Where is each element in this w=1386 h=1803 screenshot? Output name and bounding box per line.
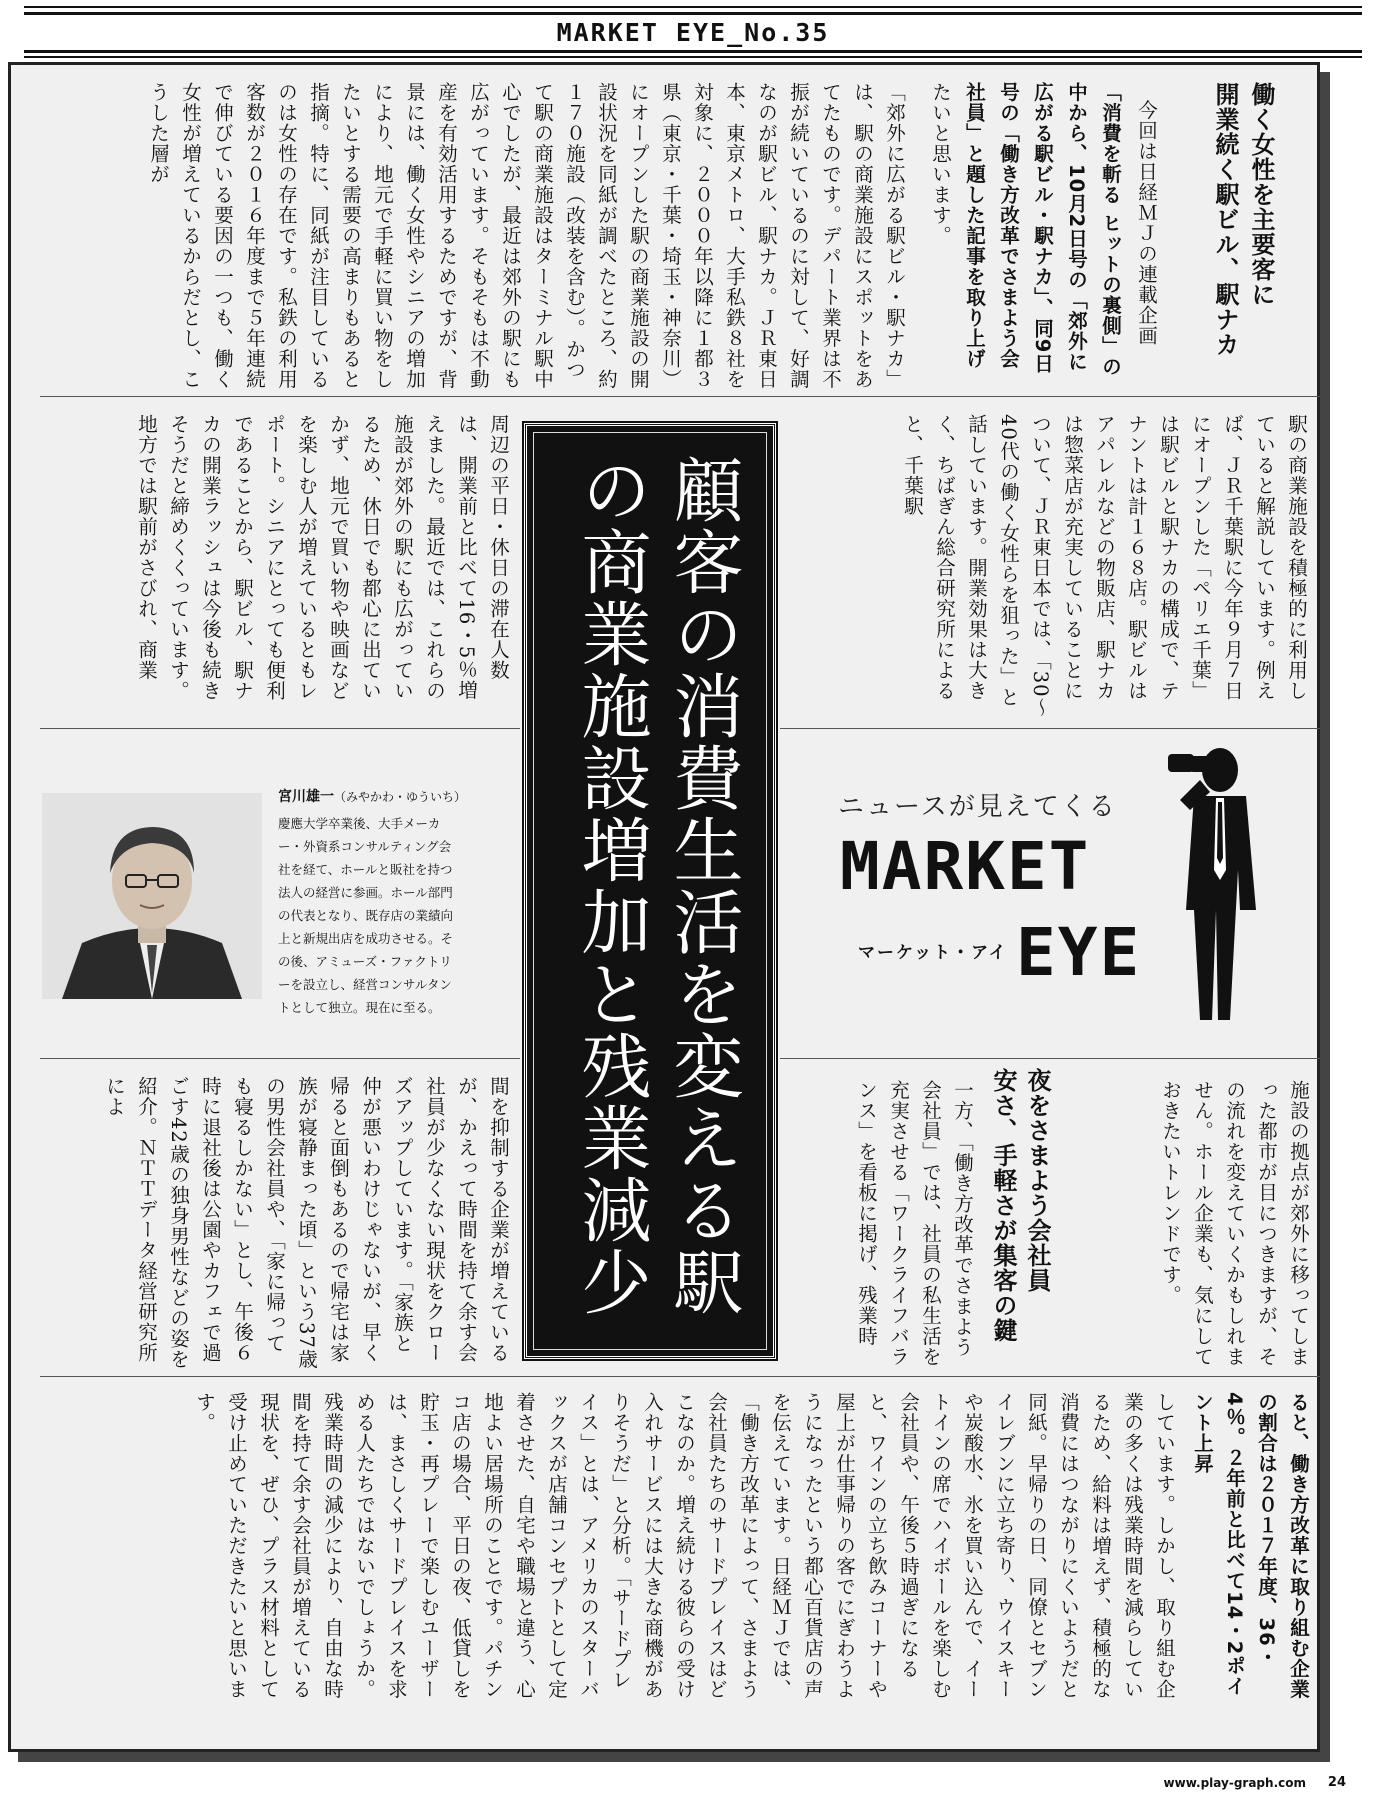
section3-headline-2: 安さ、手軽さが集客の鍵 bbox=[989, 1068, 1017, 1343]
section-divider-1 bbox=[40, 396, 1320, 397]
author-reading: （みやかわ・ゆういち） bbox=[334, 790, 467, 804]
page-number: 24 bbox=[1327, 1775, 1346, 1790]
section1-col-g: たいと思います。 bbox=[929, 82, 952, 246]
section1-col-c: 中から、10月2日号の「郊外に bbox=[1065, 82, 1088, 372]
logo-market-text: MARKET bbox=[840, 828, 1091, 905]
section-divider-4 bbox=[40, 1376, 1320, 1377]
section-divider-3-left bbox=[40, 1058, 520, 1059]
section2-left-body: 周辺の平日・休日の滞在人数は、開業前と比べて16・5％増えました。最近では、これらの施設が郊外の駅にも広がっているため、休日でも都心に出ていかず、地元で買い物や映画などを楽しむ人が増えているともレポート。シニアにとっても便利であることから、駅ビル、駅ナカの開業ラッシュは今後も続きそうだと締めくくっています。地方では駅前がさびれ、商業 bbox=[135, 414, 510, 701]
author-bio: 慶應大学卒業後、大手メーカー・外資系コンサルティング会社を経て、ホールと販社を持つ法人の経営に参画。ホール部門の代表となり、既存店の業績向上と新規出店を成功させる。その後、アミューズ・ファクトリーを設立し、経営コンサルタントとして独立。現在に至る。 bbox=[278, 816, 454, 1015]
section4-bold-start: ると、働き方改革に取り組む企業の割合は２０１７年度、36・4％。２年前と比べて14・2ポイント上昇 bbox=[1191, 1392, 1310, 1700]
author-name: 宮川雄一 bbox=[278, 789, 334, 805]
section1-col-f: 社員」と題した記事を取り上げ bbox=[963, 82, 986, 369]
binocular-man-icon bbox=[1160, 740, 1270, 1024]
section-divider-2-right bbox=[780, 728, 1320, 729]
section4-body: しています。しかし、取り組む企業の多くは残業時間を減らしているため、給料は増えず、積極的な消費にはつながりにくいようだと同紙。早帰りの日、同僚とセブンイレブンに立ち寄り、ウイスキーや炭酸水、氷を買い込んで、イートインの席でハイボールを楽しむ会社員や、午後５時過ぎになると、ワインの立ち飲みコーナーや屋上が仕事帰りの客でにぎわうようになったという都心百貨店の声を伝えています。日経ＭＪでは、「働き方改革によって、さまよう会社員たちのサードプレイスはどこなのか。増え続ける彼らの受け入れサービスには大きな商機がありそうだ」と分析。「サードプレイス」とは、アメリカのスターバックスが店舗コンセプトとして定着させた、自宅や職場と違う、心地よい居場所のことです。パチンコ店の場合、平日の夜、低貸しを貯玉・再プレーで楽しむユーザーは、まさしくサードプレイスを求める人たちではないでしょうか。残業時間の減少により、自由な時間を持て余す会社員が増えている現状を、ぜひ、プラス材料として受け止めていただきたいと思います。 bbox=[193, 1392, 1176, 1700]
header-rule-top-thin bbox=[24, 6, 1362, 8]
logo-catchphrase: ニュースが見えてくる bbox=[838, 792, 1117, 822]
page-header-title: MARKET EYE_No.35 bbox=[556, 18, 830, 47]
section-divider-2-left bbox=[40, 728, 520, 729]
section1-col-a: 今回は日経ＭＪの連載企画 bbox=[1135, 100, 1158, 346]
section1-col-e: 号の「働き方改革でさまよう会 bbox=[997, 82, 1020, 369]
logo-kana: マーケット・アイ bbox=[858, 943, 1008, 963]
section3-mid-body: 一方、「働き方改革でさまよう会社員」では、社員の私生活を充実させる「ワークライフバランス」を看板に掲げ、残業時 bbox=[855, 1080, 974, 1367]
author-photo bbox=[42, 793, 262, 999]
footer-url: www.play-graph.com bbox=[1163, 1776, 1306, 1790]
header-rule-bottom-thin bbox=[24, 56, 1362, 58]
header-rule-top-thick bbox=[24, 12, 1362, 15]
section1-body: 「郊外に広がる駅ビル・駅ナカ」は、駅の商業施設にスポットをあてたものです。デパート業界は不振が続いているのに対して、好調なのが駅ビル、駅ナカ。ＪＲ東日本、東京メトロ、大手私鉄８社を対象に、２０００年以降に１都３県（東京・千葉・埼玉・神奈川）にオープンした駅の商業施設の開設状況を同紙が調べたところ、約１７０施設（改装を含む）。かつて駅の商業施設はターミナル駅中心でしたが、最近は郊外の駅にも広がっています。そもそもは不動産を有効活用するためですが、背景には、働く女性やシニアの増加により、地元で手軽に買い物をしたいとする需要の高まりもあると指摘。特に、同紙が注目しているのは女性の存在です。私鉄の利用客数が２０１６年度まで５年連続で伸びている要因の一つも、働く女性が増えているからだとし、こうした層が bbox=[147, 82, 906, 390]
author-portrait-icon bbox=[42, 793, 262, 999]
header-rule-bottom-thick bbox=[24, 50, 1362, 53]
section3-left-body: 間を抑制する企業が増えているが、かえって時間を持て余す会社員が少なくない現状をクローズアップしています。「家族と仲が悪いわけじゃないが、早く帰ると面倒もあるので帰宅は家族が寝静まった頃」という37歳の男性会社員や、「家に帰っても寝るしかない」とし、午後６時に退社後は公園やカフェで過ごす42歳の独身男性などの姿を紹介。ＮＴＴデータ経営研究所によ bbox=[103, 1076, 510, 1370]
feature-title-box bbox=[524, 423, 776, 1359]
section2-right-body: 駅の商業施設を積極的に利用していると解説しています。例えば、ＪＲ千葉駅に今年９月７日にオープンした「ペリエ千葉」は駅ビルと駅ナカの構成で、テナントは計１６８店。駅ビルはアパレルなどの物販店、駅ナカは惣菜店が充実していることについて、ＪＲ東日本では、「30～40代の働く女性らを狙った」と話しています。開業効果は大きく、ちばぎん総合研究所によると、千葉駅 bbox=[901, 414, 1308, 719]
section3-right-body: 施設の拠点が郊外に移ってしまった都市が目につきますが、その流れを変えていくかもしれません。ホール企業も、気にしておきたいトレンドです。 bbox=[1159, 1080, 1310, 1367]
section3-headline-1: 夜をさまよう会社員 bbox=[1023, 1068, 1051, 1293]
logo-eye-text: EYE bbox=[1016, 914, 1142, 991]
section-divider-3-right bbox=[780, 1058, 1320, 1059]
feature-title: 顧客の消費生活を変える駅の商業施設増加と残業減少 bbox=[570, 454, 744, 1318]
section1-col-d: 広がる駅ビル・駅ナカ」、同9日 bbox=[1031, 82, 1054, 374]
section1-col-b: 「消費を斬る ヒットの裏側」の bbox=[1099, 82, 1122, 377]
author-name-line bbox=[278, 786, 466, 806]
section1-headline-1: 働く女性を主要客に bbox=[1247, 82, 1275, 307]
section1-headline-2: 開業続く駅ビル、駅ナカ bbox=[1211, 82, 1239, 357]
